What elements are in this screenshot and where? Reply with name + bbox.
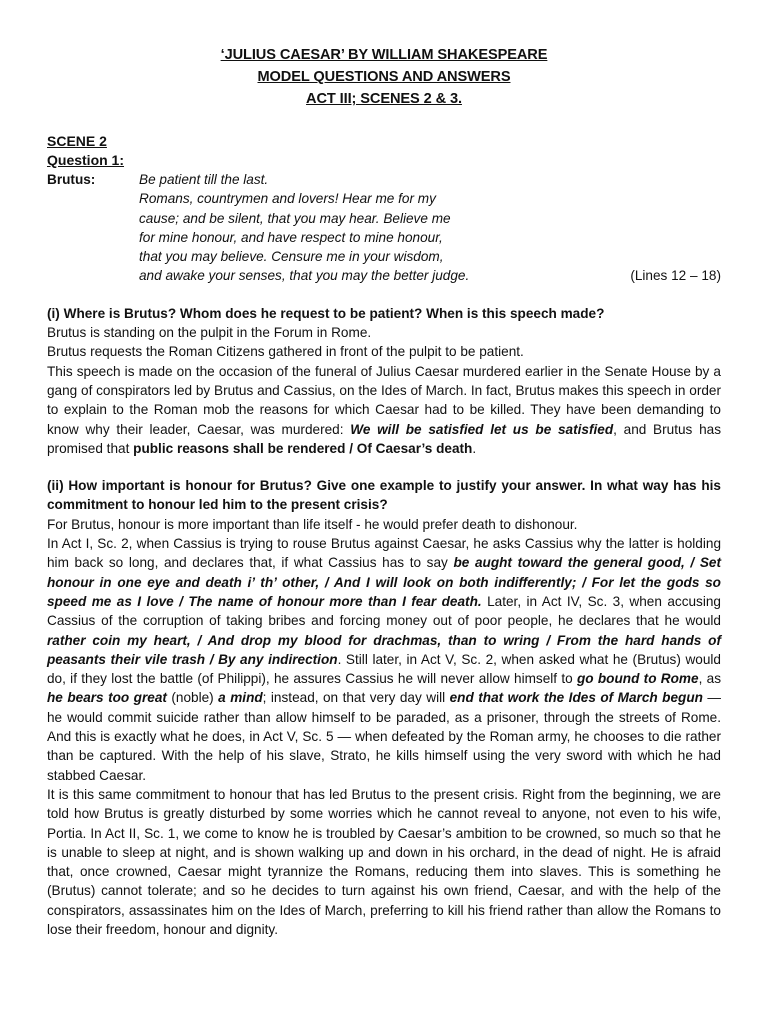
question-2: (ii) How important is honour for Brutus? Give one example to justify your answer. In what way has his commitment to honour led him to the present crisis?	[47, 478, 721, 513]
title-line-2: MODEL QUESTIONS AND ANSWERS	[257, 69, 511, 85]
line-reference: (Lines 12 – 18)	[630, 268, 721, 284]
answer-text: Later, in Act IV, Sc. 3, when accusing Cassius of the corruption of taking bribes and forcing money out of poor people, he declares that he would	[47, 593, 721, 629]
scene-label: SCENE 2	[47, 133, 107, 149]
quote: a mind	[218, 690, 263, 706]
answer-text: . Still later, in Act V, Sc. 2, when asked what he (Brutus) would do, if they lost the battle (of Philippi), he assures Cassius he will never allow himself to	[47, 651, 721, 687]
quote: end that work the Ides of March begun	[449, 690, 703, 706]
answer-2-para-2	[47, 534, 721, 785]
document-page	[47, 44, 721, 939]
quote: be aught toward the general good, / Set honour in one eye and death i’ th’ other, / And I will look on both indifferently; / For let the gods so speed me as I love / The name of honour more than I fear death.	[47, 555, 721, 609]
question-1: (i) Where is Brutus? Whom does he request to be patient? When is this speech made?	[47, 305, 605, 321]
answer-text: (noble)	[166, 690, 219, 706]
answer-text: .	[472, 440, 477, 456]
scene-heading-block	[47, 132, 721, 170]
speech-line: Romans, countrymen and lovers! Hear me for my	[139, 191, 436, 207]
answer-1-para-1: Brutus is standing on the pulpit in the Forum in Rome.	[47, 325, 372, 341]
quote: rather coin my heart, / And drop my blood for drachmas, than to wring / From the hard hands of peasants their vile trash / By any indirection	[47, 632, 721, 667]
answer-text: , as	[698, 671, 721, 687]
title-line-1: ‘JULIUS CAESAR’ BY WILLIAM SHAKESPEARE	[220, 47, 548, 63]
answer-text: This speech is made on the occasion of the funeral of Julius Caesar murdered earlier in the Senate House by a gang of conspirators led by Brutus and Cassius, on the Ides of March. In fact, Brutus makes this speech in order to explain to the Roman mob the reasons for which Caesar had to be killed. They have been demanding to know why their leader, Caesar, was murdered:	[47, 363, 721, 437]
quote: he bears too great	[47, 690, 167, 706]
speech-line: and awake your senses, that you may the better judge.	[139, 268, 470, 284]
answer-1-para-3	[47, 362, 721, 458]
answer-text: ; instead, on that very day will	[262, 690, 450, 706]
question-label: Question 1:	[47, 152, 125, 168]
answer-2-para-3: It is this same commitment to honour that has led Brutus to the present crisis. Right from the beginning, we are told how Brutus is greatly disturbed by some worries which he cannot reveal to anyone, not even to his wife, Portia. In Act II, Sc. 1, we come to know he is troubled by Caesar’s ambition to be crowned, so much so that he is unable to sleep at night, and is shown walking up and down in his orchard, in the dead of night. He is afraid that, once crowned, Caesar might tyrannize the Romans, reducing them into slaves. This is something he (Brutus) cannot tolerate; and so he decides to turn against his own friend, Caesar, and with the help of the conspirators, assassinates him on the Ides of March, preferring to kill his friend rather than allow the Romans to lose their freedom, honour and dignity.	[47, 786, 721, 937]
speech-lines	[139, 170, 721, 286]
document-title	[47, 44, 721, 110]
title-line-3: ACT III; SCENES 2 & 3.	[306, 91, 462, 107]
answer-1-para-2: Brutus requests the Roman Citizens gathered in front of the pulpit to be patient.	[47, 344, 524, 360]
speech-line: for mine honour, and have respect to mine honour,	[139, 229, 443, 245]
speech-line: cause; and be silent, that you may hear. Believe me	[139, 210, 451, 226]
speech-line: Be patient till the last.	[139, 172, 269, 187]
speech-line: that you may believe. Censure me in your wisdom,	[139, 249, 444, 265]
quote: public reasons shall be rendered / Of Caesar’s death	[133, 440, 473, 456]
quote: go bound to Rome	[576, 671, 699, 687]
quote: We will be satisfied let us be satisfied	[350, 421, 614, 437]
answer-text: , and Brutus has promised that	[47, 421, 721, 456]
answer-text: — he would commit suicide rather than allow himself to be paraded, as a prisoner, through the streets of Rome. And this is exactly what he does, in Act V, Sc. 5 — when defeated by the Roman army, he chooses to die rather than be captured. With the help of his slave, Strato, he kills himself using the very sword with which he had stabbed Caesar.	[47, 690, 721, 783]
answer-text: In Act I, Sc. 2, when Cassius is trying to rouse Brutus against Caesar, he asks Cassius why the latter is holding him back so long, and declares that, if what Cassius has to say	[47, 536, 721, 571]
answer-2-para-1: For Brutus, honour is more important than life itself - he would prefer death to dishonour.	[47, 516, 578, 532]
speaker-name: Brutus:	[47, 172, 96, 187]
speech-extract	[47, 170, 721, 286]
